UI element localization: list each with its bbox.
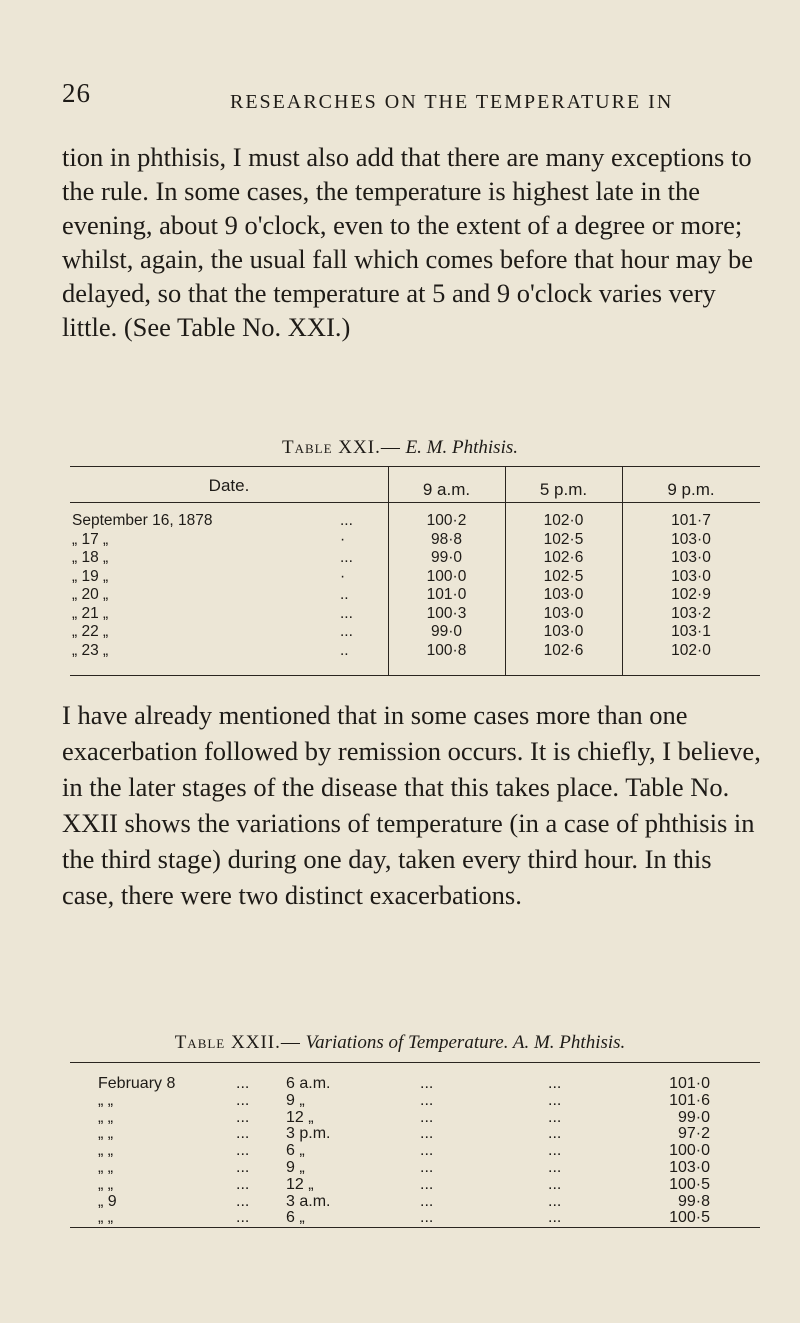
table-21-cell-9pm: 102·9	[671, 586, 711, 603]
running-title: RESEARCHES ON THE TEMPERATURE IN	[230, 91, 674, 113]
table-21-cell-5pm: 103·0	[543, 604, 584, 622]
table-21-cell-leader: ...	[340, 549, 353, 566]
table-22-cell-time: 9 „	[286, 1159, 305, 1176]
body-paragraph-1: tion in phthisis, I must also add that there are many exceptions to the rule. In some cases, the temperature is highest late in the evening, about 9 o'clock, even to the extent of a degree or more; whilst, again, the usual fall which comes before that hour may be delayed, so that the temperature at 5 and 9 o'clock varies very little. (See Table No. XXI.)	[62, 142, 754, 342]
table-21-cell-date: September 16, 1878	[72, 512, 213, 529]
table-21-cell-leader: ·	[340, 567, 346, 585]
table-22-cell-leader: ...	[420, 1159, 434, 1176]
table-22-cell-leader: ...	[420, 1142, 434, 1160]
table-22-caption	[0, 1032, 800, 1054]
table-22-cell-temp: 99·0	[677, 1108, 710, 1126]
table-21-cell-9pm: 102·0	[671, 641, 711, 659]
body-paragraph-2: I have already mentioned that in some cases more than one exacerbation followed by remission occurs. It is chiefly, I believe, in the later stages of the disease that this takes place. Table No. XXII shows the variations of temperature (in a case of phthisis in the third stage) during one day, taken every third hour. In this case, there were two distinct exacerbations.	[62, 700, 761, 910]
table-22-cell-temp: 100·5	[669, 1175, 710, 1193]
table-22-cell-time: 3 p.m.	[286, 1125, 331, 1143]
table-22-cell-leader: ...	[420, 1091, 434, 1109]
table-22-cell-leader: ...	[548, 1091, 562, 1109]
table-21-cell-9am: 100·0	[426, 567, 467, 585]
table-21-cell-date: „ 17 „	[72, 530, 109, 548]
table-22-cell-leader: ...	[548, 1108, 562, 1126]
table-22-cell-leader: ...	[420, 1209, 434, 1227]
table-22-cell-temp: 103·0	[669, 1159, 710, 1176]
table-22-cell-leader: ...	[420, 1192, 434, 1210]
table-22-cell-time: 6 a.m.	[286, 1075, 331, 1092]
table-22-cell-leader: ...	[236, 1209, 250, 1227]
table-21-cell-9pm: 103·0	[671, 549, 711, 566]
table-21-cell-date: „ 23 „	[72, 641, 109, 659]
table-22-cell-time: 12 „	[286, 1175, 314, 1193]
table-21-cell-9pm: 101·7	[671, 512, 711, 529]
table-22-cell-leader: ...	[236, 1159, 250, 1176]
table-22-cell-leader: ...	[548, 1192, 562, 1210]
table-22-cell-date: „ 9	[98, 1192, 117, 1210]
table-22-cell-leader: ...	[548, 1125, 562, 1143]
table-21-cell-date: „ 18 „	[72, 549, 109, 566]
table-21-cell-9pm: 103·1	[671, 623, 711, 640]
table-21-cell-9am: 101·0	[426, 586, 467, 603]
table-21-header-5pm: 5 p.m.	[539, 480, 588, 499]
table-22-cell-leader: ...	[236, 1192, 250, 1210]
table-21-cell-date: „ 20 „	[72, 586, 109, 603]
table-22-cell-date: „ „	[98, 1175, 114, 1193]
table-22-cell-temp: 99·8	[677, 1192, 710, 1210]
table-21-cell-5pm: 102·6	[543, 641, 584, 659]
page-header	[62, 78, 762, 118]
table-22-cell-leader: ...	[236, 1142, 250, 1160]
table-21-cell-9am: 100·3	[426, 604, 467, 622]
table-22-cell-leader: ...	[420, 1075, 434, 1092]
table-22-cell-date: „ „	[98, 1209, 114, 1227]
table-22-cell-leader: ...	[236, 1108, 250, 1126]
table-22-cell-date: „ „	[98, 1142, 114, 1160]
table-21-cell-5pm: 102·6	[543, 549, 584, 566]
table-21-header-date: Date.	[208, 476, 250, 495]
table-21-cell-9am: 99·0	[430, 549, 463, 566]
table-22-bottom-rule	[70, 1227, 760, 1228]
table-22-caption-text: Variations of Temperature. A. M. Phthisis.	[305, 1032, 626, 1053]
table-22-cell-date: „ „	[98, 1108, 114, 1126]
table-22-top-rule	[70, 1062, 760, 1063]
table-22-cell-time: 9 „	[286, 1091, 305, 1109]
table-21-cell-9am: 100·2	[426, 512, 467, 529]
table-21-cell-leader: ...	[340, 604, 353, 622]
table-21-bottom-rule	[70, 675, 760, 676]
table-21-cell-leader: ·	[340, 530, 346, 548]
table-22-cell-leader: ...	[420, 1125, 434, 1143]
table-22-caption-label: Table XXII.—	[174, 1032, 301, 1053]
table-22-cell-leader: ...	[420, 1175, 434, 1193]
table-21-cell-5pm: 103·0	[543, 586, 584, 603]
table-21-cell-date: „ 22 „	[72, 623, 109, 640]
table-22-cell-leader: ...	[548, 1175, 562, 1193]
table-22-cell-temp: 100·0	[669, 1142, 710, 1160]
table-21-cell-9am: 98·8	[430, 530, 463, 548]
table-21-top-rule	[70, 466, 760, 467]
table-22-cell-temp: 97·2	[677, 1125, 710, 1143]
table-21-cell-9am: 99·0	[430, 623, 463, 640]
table-22-cell-date: „ „	[98, 1159, 114, 1176]
table-22-cell-date: „ „	[98, 1091, 114, 1109]
table-21-cell-leader: ..	[340, 586, 349, 603]
table-21-cell-9pm: 103·2	[671, 604, 711, 622]
table-22-cell-leader: ...	[548, 1075, 562, 1092]
table-22-cell-leader: ...	[236, 1125, 250, 1143]
table-22-cell-time: 6 „	[286, 1142, 305, 1160]
table-21-header-9pm: 9 p.m.	[667, 480, 715, 499]
table-21-cell-9am: 100·8	[426, 641, 467, 659]
table-21-caption-text: E. M. Phthisis.	[405, 437, 518, 458]
table-22-cell-time: 3 a.m.	[286, 1192, 331, 1210]
table-21-cell-9pm: 103·0	[671, 567, 711, 585]
table-22-cell-leader: ...	[420, 1108, 434, 1126]
table-22-cell-leader: ...	[236, 1175, 250, 1193]
table-21-cell-leader: ..	[340, 641, 349, 659]
table-21-header-rule	[70, 502, 760, 503]
table-22-cell-time: 12 „	[286, 1108, 314, 1126]
page-number: 26	[62, 78, 91, 108]
table-21-caption-label: Table XXI.—	[282, 437, 401, 458]
table-22-cell-leader: ...	[236, 1091, 250, 1109]
table-22-cell-time: 6 „	[286, 1209, 305, 1227]
table-22-cell-leader: ...	[236, 1075, 250, 1092]
table-21-cell-date: „ 21 „	[72, 604, 109, 622]
table-21-cell-leader: ...	[340, 512, 353, 529]
table-22-cell-temp: 101·6	[669, 1091, 710, 1109]
table-21-caption	[0, 437, 800, 459]
table-22-cell-leader: ...	[548, 1142, 562, 1160]
table-22-cell-temp: 101·0	[669, 1075, 710, 1092]
table-21-cell-5pm: 102·5	[543, 567, 584, 585]
table-22-cell-leader: ...	[548, 1209, 562, 1227]
table-21-cell-5pm: 103·0	[543, 623, 584, 640]
table-22-cell-date: February 8	[98, 1075, 176, 1092]
table-22-cell-leader: ...	[548, 1159, 562, 1176]
table-21-cell-9pm: 103·0	[671, 530, 711, 548]
table-21-cell-leader: ...	[340, 623, 353, 640]
table-22-cell-temp: 100·5	[669, 1209, 710, 1227]
table-21-header-9am: 9 a.m.	[422, 480, 471, 499]
table-22-cell-date: „ „	[98, 1125, 114, 1143]
table-21-cell-date: „ 19 „	[72, 567, 109, 585]
table-21-cell-5pm: 102·5	[543, 530, 584, 548]
table-21-cell-5pm: 102·0	[543, 512, 584, 529]
